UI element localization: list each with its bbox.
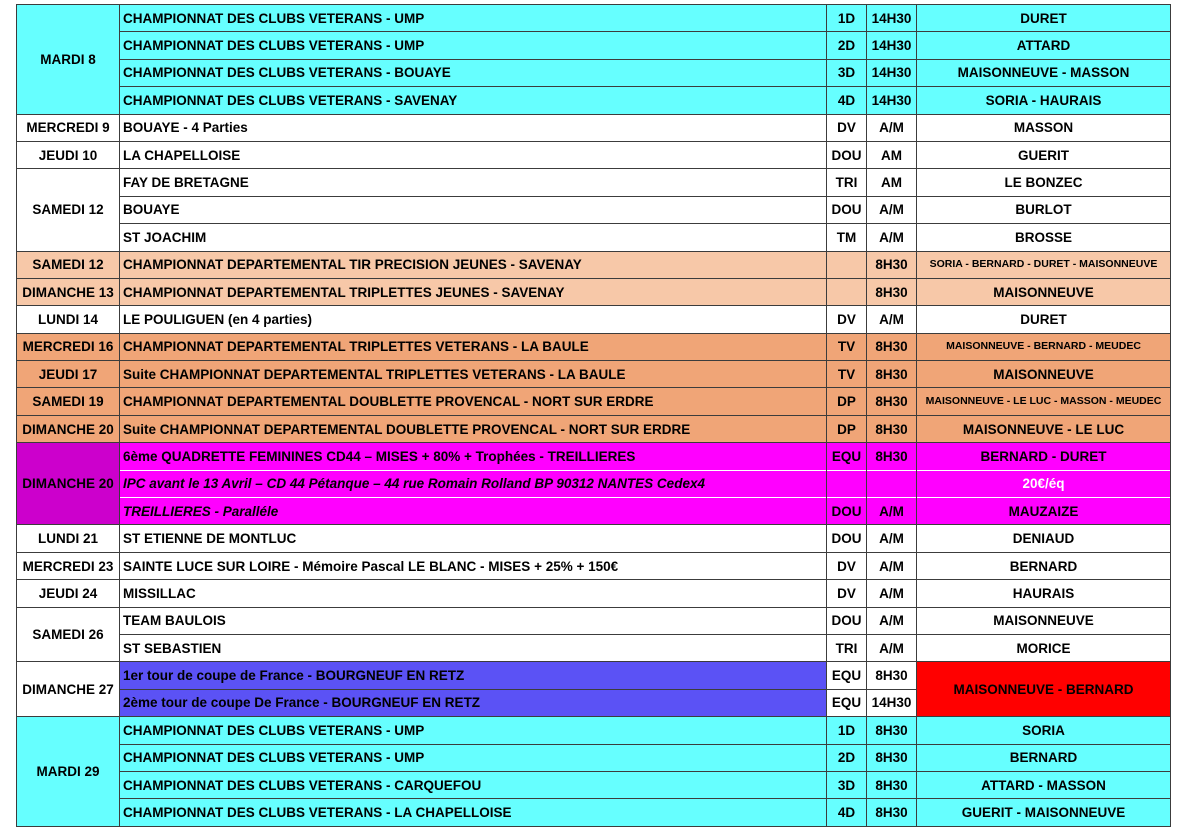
referee-names: LE BONZEC: [917, 169, 1171, 196]
day-label: MERCREDI 23: [17, 552, 120, 579]
event-name: LE POULIGUEN (en 4 parties): [120, 306, 827, 333]
schedule-row: [17, 141, 1171, 168]
event-name: Suite CHAMPIONNAT DEPARTEMENTAL TRIPLETTES VETERANS - LA BAULE: [120, 361, 827, 388]
schedule-row: [17, 525, 1171, 552]
day-label: MARDI 8: [17, 5, 120, 115]
referee-names: MAISONNEUVE - BERNARD: [917, 662, 1171, 717]
start-time: A/M: [867, 224, 917, 251]
referee-names: DURET: [917, 5, 1171, 32]
category-code: DV: [827, 552, 867, 579]
start-time: 14H30: [867, 59, 917, 86]
referee-names: SORIA - BERNARD - DURET - MAISONNEUVE: [917, 251, 1171, 278]
day-label: DIMANCHE 27: [17, 662, 120, 717]
category-code: TV: [827, 333, 867, 360]
event-name: CHAMPIONNAT DES CLUBS VETERANS - BOUAYE: [120, 59, 827, 86]
category-code: [827, 278, 867, 305]
start-time: 8H30: [867, 278, 917, 305]
schedule-row: [17, 278, 1171, 305]
event-name: ST SEBASTIEN: [120, 634, 827, 661]
start-time: 8H30: [867, 799, 917, 826]
day-label: JEUDI 17: [17, 361, 120, 388]
schedule-row: [17, 196, 1171, 223]
referee-names: MAISONNEUVE - MASSON: [917, 59, 1171, 86]
start-time: 8H30: [867, 251, 917, 278]
day-label: SAMEDI 12: [17, 169, 120, 251]
competition-schedule-table: [16, 4, 1171, 827]
category-code: DOU: [827, 141, 867, 168]
start-time: 8H30: [867, 717, 917, 744]
event-name: TREILLIERES - Paralléle: [120, 498, 827, 525]
category-code: 3D: [827, 59, 867, 86]
start-time: A/M: [867, 196, 917, 223]
event-name: 2ème tour de coupe De France - BOURGNEUF EN RETZ: [120, 689, 827, 716]
category-code: EQU: [827, 662, 867, 689]
referee-names: DURET: [917, 306, 1171, 333]
start-time: A/M: [867, 306, 917, 333]
day-label: MERCREDI 16: [17, 333, 120, 360]
category-code: TM: [827, 224, 867, 251]
referee-names: DENIAUD: [917, 525, 1171, 552]
category-code: TV: [827, 361, 867, 388]
category-code: 1D: [827, 5, 867, 32]
schedule-row: [17, 169, 1171, 196]
day-label: JEUDI 10: [17, 141, 120, 168]
event-name: BOUAYE - 4 Parties: [120, 114, 827, 141]
start-time: 8H30: [867, 744, 917, 771]
start-time: A/M: [867, 114, 917, 141]
event-name: CHAMPIONNAT DES CLUBS VETERANS - CARQUEFOU: [120, 771, 827, 798]
schedule-row: [17, 634, 1171, 661]
schedule-row: [17, 32, 1171, 59]
referee-names: SORIA: [917, 717, 1171, 744]
category-code: DV: [827, 306, 867, 333]
referee-names: BERNARD: [917, 552, 1171, 579]
schedule-row: [17, 114, 1171, 141]
category-code: [827, 470, 867, 497]
schedule-row: [17, 771, 1171, 798]
day-label: SAMEDI 12: [17, 251, 120, 278]
event-name: CHAMPIONNAT DES CLUBS VETERANS - UMP: [120, 5, 827, 32]
referee-names: ATTARD: [917, 32, 1171, 59]
event-name: LA CHAPELLOISE: [120, 141, 827, 168]
event-name: 1er tour de coupe de France - BOURGNEUF EN RETZ: [120, 662, 827, 689]
referee-names: BROSSE: [917, 224, 1171, 251]
schedule-row: [17, 59, 1171, 86]
schedule-row: [17, 607, 1171, 634]
schedule-row: [17, 306, 1171, 333]
category-code: DP: [827, 388, 867, 415]
category-code: DV: [827, 580, 867, 607]
referee-names: MASSON: [917, 114, 1171, 141]
start-time: 8H30: [867, 771, 917, 798]
referee-names: BERNARD - DURET: [917, 443, 1171, 470]
start-time: A/M: [867, 525, 917, 552]
start-time: AM: [867, 169, 917, 196]
schedule-row: [17, 415, 1171, 442]
event-name: CHAMPIONNAT DEPARTEMENTAL TRIPLETTES VETERANS - LA BAULE: [120, 333, 827, 360]
referee-names: ATTARD - MASSON: [917, 771, 1171, 798]
referee-names: MAISONNEUVE: [917, 278, 1171, 305]
start-time: 8H30: [867, 415, 917, 442]
start-time: A/M: [867, 634, 917, 661]
event-name: CHAMPIONNAT DES CLUBS VETERANS - SAVENAY: [120, 87, 827, 114]
category-code: [827, 251, 867, 278]
category-code: 4D: [827, 87, 867, 114]
referee-names: MAISONNEUVE - LE LUC: [917, 415, 1171, 442]
schedule-row: [17, 443, 1171, 470]
referee-names: GUERIT: [917, 141, 1171, 168]
category-code: DV: [827, 114, 867, 141]
day-label: SAMEDI 19: [17, 388, 120, 415]
schedule-row: [17, 224, 1171, 251]
event-name: CHAMPIONNAT DES CLUBS VETERANS - UMP: [120, 744, 827, 771]
day-label: DIMANCHE 13: [17, 278, 120, 305]
start-time: A/M: [867, 607, 917, 634]
category-code: TRI: [827, 169, 867, 196]
category-code: DP: [827, 415, 867, 442]
day-label: DIMANCHE 20: [17, 443, 120, 525]
category-code: DOU: [827, 607, 867, 634]
start-time: [867, 470, 917, 497]
event-name: SAINTE LUCE SUR LOIRE - Mémoire Pascal LE BLANC - MISES + 25% + 150€: [120, 552, 827, 579]
schedule-row: [17, 87, 1171, 114]
day-label: LUNDI 21: [17, 525, 120, 552]
event-name: CHAMPIONNAT DEPARTEMENTAL DOUBLETTE PROVENCAL - NORT SUR ERDRE: [120, 388, 827, 415]
schedule-row: [17, 361, 1171, 388]
start-time: 8H30: [867, 443, 917, 470]
referee-names: MAISONNEUVE: [917, 607, 1171, 634]
referee-names: MAISONNEUVE - LE LUC - MASSON - MEUDEC: [917, 388, 1171, 415]
event-name: ST ETIENNE DE MONTLUC: [120, 525, 827, 552]
day-label: JEUDI 24: [17, 580, 120, 607]
referee-names: SORIA - HAURAIS: [917, 87, 1171, 114]
schedule-row: [17, 251, 1171, 278]
start-time: 8H30: [867, 361, 917, 388]
event-name: MISSILLAC: [120, 580, 827, 607]
day-label: LUNDI 14: [17, 306, 120, 333]
start-time: 14H30: [867, 32, 917, 59]
start-time: 8H30: [867, 333, 917, 360]
event-name: 6ème QUADRETTE FEMININES CD44 – MISES + 80% + Trophées - TREILLIERES: [120, 443, 827, 470]
event-name: CHAMPIONNAT DEPARTEMENTAL TRIPLETTES JEUNES - SAVENAY: [120, 278, 827, 305]
referee-names: BURLOT: [917, 196, 1171, 223]
event-name: ST JOACHIM: [120, 224, 827, 251]
schedule-row: [17, 388, 1171, 415]
event-name: FAY DE BRETAGNE: [120, 169, 827, 196]
start-time: A/M: [867, 552, 917, 579]
category-code: DOU: [827, 498, 867, 525]
schedule-row: [17, 333, 1171, 360]
event-name: CHAMPIONNAT DEPARTEMENTAL TIR PRECISION JEUNES - SAVENAY: [120, 251, 827, 278]
event-name: TEAM BAULOIS: [120, 607, 827, 634]
start-time: 14H30: [867, 5, 917, 32]
start-time: 14H30: [867, 87, 917, 114]
day-label: DIMANCHE 20: [17, 415, 120, 442]
start-time: A/M: [867, 580, 917, 607]
referee-names: MAISONNEUVE - BERNARD - MEUDEC: [917, 333, 1171, 360]
event-name: IPC avant le 13 Avril – CD 44 Pétanque – 44 rue Romain Rolland BP 90312 NANTES Cedex4: [120, 470, 827, 497]
referee-names: MORICE: [917, 634, 1171, 661]
schedule-body: [17, 5, 1171, 827]
schedule-row: [17, 662, 1171, 689]
referee-names: MAISONNEUVE: [917, 361, 1171, 388]
start-time: AM: [867, 141, 917, 168]
schedule-row: [17, 470, 1171, 497]
referee-names: BERNARD: [917, 744, 1171, 771]
event-name: CHAMPIONNAT DES CLUBS VETERANS - LA CHAPELLOISE: [120, 799, 827, 826]
start-time: 14H30: [867, 689, 917, 716]
category-code: 2D: [827, 32, 867, 59]
schedule-row: [17, 580, 1171, 607]
schedule-row: [17, 5, 1171, 32]
category-code: 1D: [827, 717, 867, 744]
referee-names: MAUZAIZE: [917, 498, 1171, 525]
referee-names: GUERIT - MAISONNEUVE: [917, 799, 1171, 826]
event-name: CHAMPIONNAT DES CLUBS VETERANS - UMP: [120, 32, 827, 59]
schedule-row: [17, 744, 1171, 771]
schedule-row: [17, 498, 1171, 525]
category-code: TRI: [827, 634, 867, 661]
schedule-row: [17, 552, 1171, 579]
category-code: 3D: [827, 771, 867, 798]
start-time: A/M: [867, 498, 917, 525]
schedule-row: [17, 717, 1171, 744]
event-name: Suite CHAMPIONNAT DEPARTEMENTAL DOUBLETTE PROVENCAL - NORT SUR ERDRE: [120, 415, 827, 442]
event-name: CHAMPIONNAT DES CLUBS VETERANS - UMP: [120, 717, 827, 744]
start-time: 8H30: [867, 662, 917, 689]
referee-names: 20€/éq: [917, 470, 1171, 497]
start-time: 8H30: [867, 388, 917, 415]
event-name: BOUAYE: [120, 196, 827, 223]
category-code: EQU: [827, 689, 867, 716]
category-code: DOU: [827, 196, 867, 223]
day-label: MERCREDI 9: [17, 114, 120, 141]
category-code: EQU: [827, 443, 867, 470]
referee-names: HAURAIS: [917, 580, 1171, 607]
day-label: SAMEDI 26: [17, 607, 120, 662]
category-code: 4D: [827, 799, 867, 826]
category-code: 2D: [827, 744, 867, 771]
day-label: MARDI 29: [17, 717, 120, 827]
schedule-row: [17, 799, 1171, 826]
category-code: DOU: [827, 525, 867, 552]
